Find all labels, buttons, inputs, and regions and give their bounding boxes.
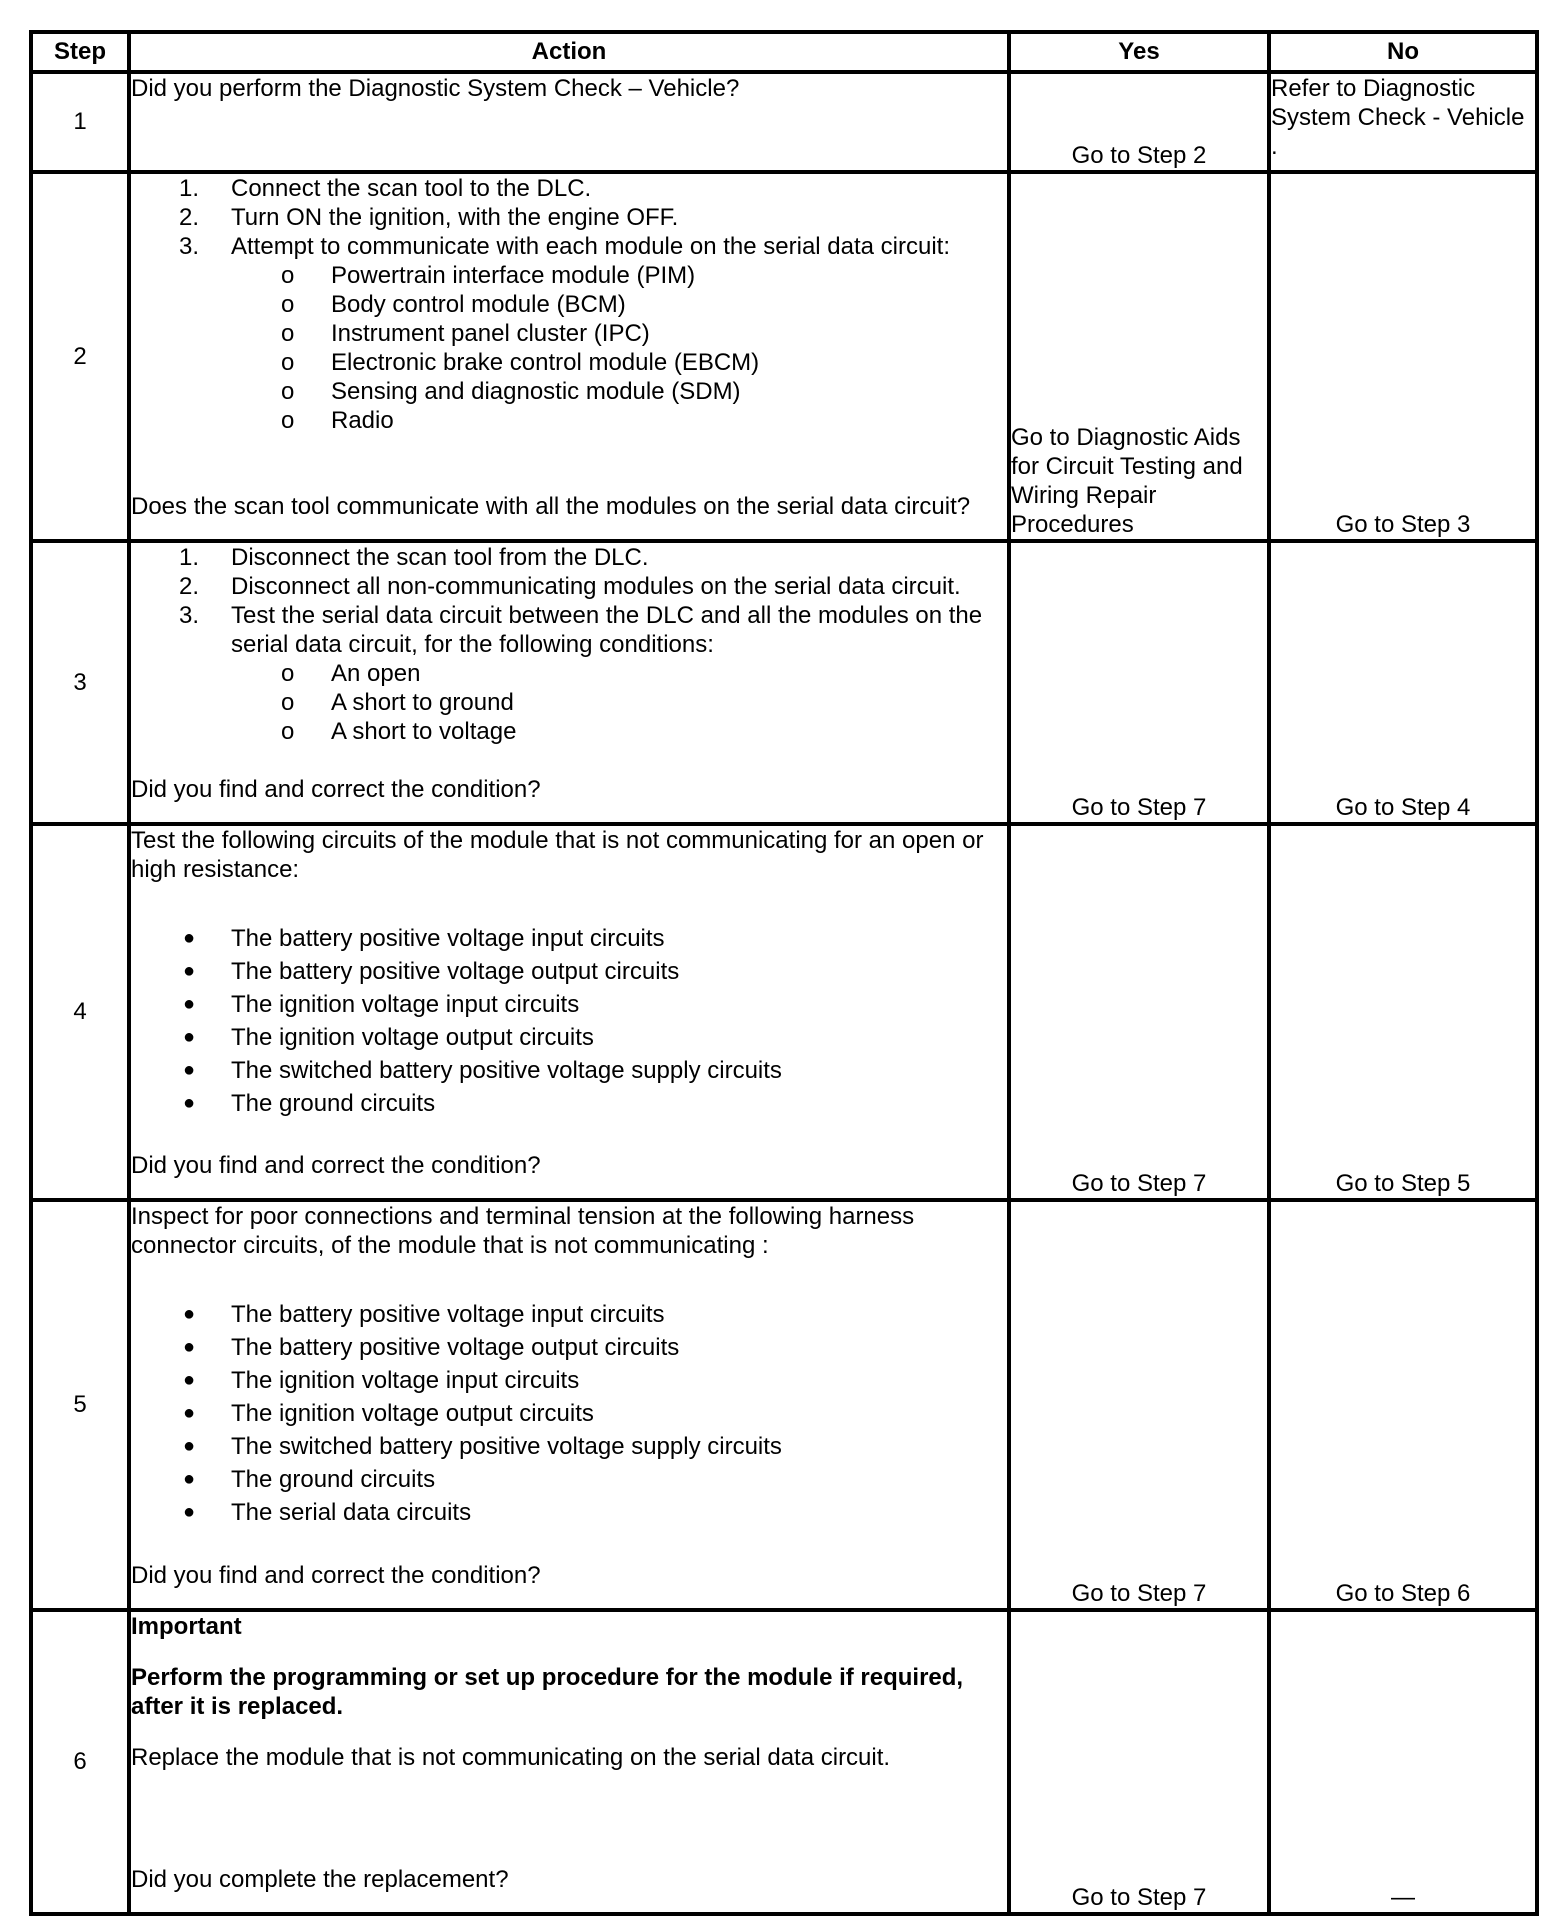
header-row [31, 32, 1537, 72]
bullet-item [131, 1430, 1007, 1463]
important-text: Perform the programming or set up procedure for the module if required, after it is replaced. [131, 1664, 964, 1720]
step-number: 5 [31, 1200, 129, 1610]
item-text: Test the serial data circuit between the DLC and all the modules on the serial data circuit, for the following conditions: [231, 602, 983, 658]
circle-marker-icon: o [281, 291, 295, 318]
no-cell: — [1269, 1610, 1537, 1914]
action-cell [129, 541, 1009, 824]
bullet-icon: ● [183, 1402, 196, 1424]
item-text: Connect the scan tool to the DLC. [231, 175, 592, 202]
bullet-item [131, 1397, 1007, 1430]
bullet-icon: ● [183, 1092, 196, 1114]
intro-text: Inspect for poor connections and terminal tension at the following harness connector circuits, of the module that is not communicating : [131, 1203, 915, 1259]
header-action: Action [129, 32, 1009, 72]
circle-marker-icon: o [281, 660, 295, 687]
action-cell [129, 72, 1009, 172]
yes-cell: Go to Step 7 [1009, 1200, 1269, 1610]
numbered-item [131, 174, 1007, 203]
sub-item [131, 261, 1007, 290]
item-number: 1. [179, 175, 200, 202]
bullet-icon: ● [183, 993, 196, 1015]
item-text: Turn ON the ignition, with the engine OFF. [231, 204, 679, 231]
no-cell: Refer to Diagnostic System Check - Vehicle . [1269, 72, 1537, 172]
bullet-icon: ● [183, 927, 196, 949]
sub-item-text: Radio [331, 407, 394, 434]
sub-item [131, 290, 1007, 319]
action-cell [129, 824, 1009, 1200]
sub-item [131, 688, 1007, 717]
sub-item-text: Powertrain interface module (PIM) [331, 262, 696, 289]
sub-item-text: Body control module (BCM) [331, 291, 626, 318]
instruction-text: Replace the module that is not communicating on the serial data circuit. [131, 1744, 891, 1771]
item-number: 3. [179, 233, 200, 260]
header-yes: Yes [1009, 32, 1269, 72]
circle-marker-icon: o [281, 407, 295, 434]
item-text: Disconnect the scan tool from the DLC. [231, 544, 649, 571]
header-no: No [1269, 32, 1537, 72]
important-title: Important [131, 1613, 242, 1640]
numbered-item [131, 572, 1007, 601]
question-text: Did you complete the replacement? [131, 1866, 509, 1893]
bullet-text: The ignition voltage input circuits [231, 991, 580, 1018]
sub-item-text: A short to voltage [331, 718, 517, 745]
step-number: 2 [31, 172, 129, 541]
bullet-item [131, 1364, 1007, 1397]
bullet-text: The serial data circuits [231, 1499, 472, 1526]
sub-item [131, 377, 1007, 406]
table-row [31, 1200, 1537, 1610]
bullet-icon: ● [183, 1501, 196, 1523]
intro-text: Test the following circuits of the module that is not communicating for an open or high resistance: [131, 827, 984, 883]
item-text: Disconnect all non-communicating modules on the serial data circuit. [231, 573, 961, 600]
sub-item-text: Sensing and diagnostic module (SDM) [331, 378, 741, 405]
sub-item [131, 659, 1007, 688]
no-cell: Go to Step 5 [1269, 824, 1537, 1200]
table-row [31, 1610, 1537, 1914]
bullet-icon: ● [183, 960, 196, 982]
circle-marker-icon: o [281, 262, 295, 289]
table-row [31, 824, 1537, 1200]
bullet-text: The ignition voltage output circuits [231, 1024, 594, 1051]
step-number: 3 [31, 541, 129, 824]
bullet-item [131, 1496, 1007, 1529]
bullet-text: The battery positive voltage output circuits [231, 1334, 680, 1361]
circle-marker-icon: o [281, 378, 295, 405]
sub-item-text: Instrument panel cluster (IPC) [331, 320, 650, 347]
item-text: Attempt to communicate with each module on the serial data circuit: [231, 233, 951, 260]
yes-cell: Go to Step 7 [1009, 824, 1269, 1200]
bullet-text: The ignition voltage output circuits [231, 1400, 594, 1427]
action-cell [129, 1610, 1009, 1914]
action-cell [129, 1200, 1009, 1610]
bullet-icon: ● [183, 1303, 196, 1325]
sub-item [131, 348, 1007, 377]
yes-cell: Go to Diagnostic Aids for Circuit Testing and Wiring Repair Procedures [1009, 172, 1269, 541]
yes-cell: Go to Step 7 [1009, 541, 1269, 824]
numbered-item [131, 543, 1007, 572]
question-text: Did you perform the Diagnostic System Check – Vehicle? [131, 75, 740, 102]
item-number: 2. [179, 204, 200, 231]
bullet-icon: ● [183, 1059, 196, 1081]
bullet-icon: ● [183, 1026, 196, 1048]
step-number: 4 [31, 824, 129, 1200]
bullet-text: The battery positive voltage input circuits [231, 925, 665, 952]
yes-cell: Go to Step 2 [1009, 72, 1269, 172]
action-cell [129, 172, 1009, 541]
no-cell: Go to Step 3 [1269, 172, 1537, 541]
step-number: 6 [31, 1610, 129, 1914]
sub-item [131, 406, 1007, 435]
bullet-text: The battery positive voltage output circuits [231, 958, 680, 985]
numbered-item [131, 232, 1007, 261]
item-number: 1. [179, 544, 200, 571]
circle-marker-icon: o [281, 320, 295, 347]
no-cell: Go to Step 4 [1269, 541, 1537, 824]
bullet-text: The ignition voltage input circuits [231, 1367, 580, 1394]
circle-marker-icon: o [281, 349, 295, 376]
item-number: 2. [179, 573, 200, 600]
bullet-item [131, 922, 1007, 955]
bullet-text: The switched battery positive voltage supply circuits [231, 1433, 782, 1460]
circle-marker-icon: o [281, 718, 295, 745]
bullet-item [131, 1331, 1007, 1364]
bullet-item [131, 1054, 1007, 1087]
sub-item [131, 717, 1007, 746]
bullet-item [131, 988, 1007, 1021]
diagnostic-table [29, 30, 1539, 1916]
bullet-item [131, 1463, 1007, 1496]
bullet-item [131, 1298, 1007, 1331]
bullet-text: The battery positive voltage input circuits [231, 1301, 665, 1328]
bullet-icon: ● [183, 1435, 196, 1457]
circle-marker-icon: o [281, 689, 295, 716]
bullet-icon: ● [183, 1336, 196, 1358]
sub-item [131, 319, 1007, 348]
item-number: 3. [179, 602, 200, 629]
sub-item-text: Electronic brake control module (EBCM) [331, 349, 760, 376]
question-text: Did you find and correct the condition? [131, 776, 541, 803]
step-number: 1 [31, 72, 129, 172]
sub-item-text: An open [331, 660, 421, 687]
bullet-icon: ● [183, 1468, 196, 1490]
yes-cell: Go to Step 7 [1009, 1610, 1269, 1914]
bullet-item [131, 955, 1007, 988]
question-text: Does the scan tool communicate with all the modules on the serial data circuit? [131, 493, 971, 520]
table-row [31, 541, 1537, 824]
bullet-text: The switched battery positive voltage supply circuits [231, 1057, 782, 1084]
numbered-item [131, 203, 1007, 232]
bullet-text: The ground circuits [231, 1466, 436, 1493]
numbered-item [131, 601, 1007, 659]
bullet-text: The ground circuits [231, 1090, 436, 1117]
table-row [31, 172, 1537, 541]
header-step: Step [31, 32, 129, 72]
question-text: Did you find and correct the condition? [131, 1152, 541, 1179]
table-row [31, 72, 1537, 172]
no-cell: Go to Step 6 [1269, 1200, 1537, 1610]
bullet-item [131, 1087, 1007, 1120]
bullet-icon: ● [183, 1369, 196, 1391]
sub-item-text: A short to ground [331, 689, 514, 716]
question-text: Did you find and correct the condition? [131, 1562, 541, 1589]
bullet-item [131, 1021, 1007, 1054]
